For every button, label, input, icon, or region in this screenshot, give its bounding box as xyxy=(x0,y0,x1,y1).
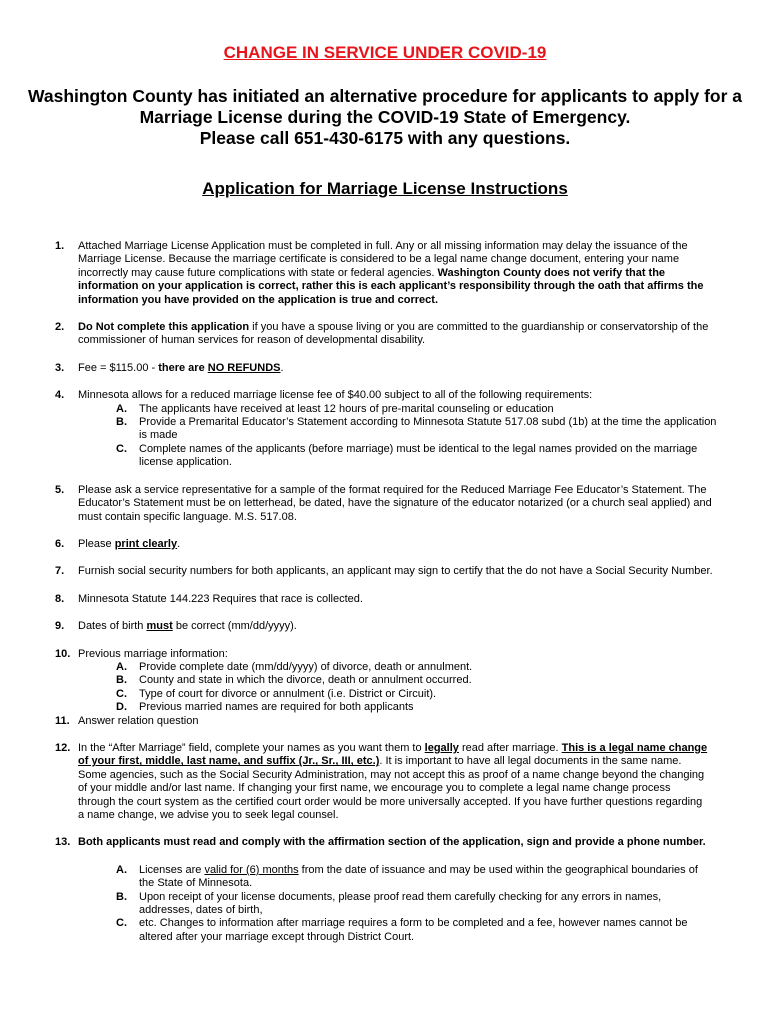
sub-item xyxy=(78,416,735,443)
sub-text: Provide complete date (mm/dd/yyyy) of divorce, death or annulment. xyxy=(139,660,473,673)
instruction-item xyxy=(55,836,735,944)
item-text: must contain specific language. M.S. 517.08. xyxy=(78,510,297,523)
item-text: In the “After Marriage” field, complete your names as you want them to legally read after marriage. This is a legal name change xyxy=(78,741,708,754)
instruction-item xyxy=(55,648,735,715)
item-text: Fee = $115.00 - there are NO REFUNDS. xyxy=(78,361,284,374)
item-text: Educator’s Statement must be on letterhead, be dated, have the signature of the educator notarized (or a church seal applied) and xyxy=(78,497,712,510)
instruction-item xyxy=(55,538,735,551)
instruction-item xyxy=(55,593,735,606)
sub-text: County and state in which the divorce, death or annulment occurred. xyxy=(139,674,472,687)
sub-text: Type of court for divorce or annulment (i.e. District or Circuit). xyxy=(139,687,437,700)
item-text: incorrectly may cause future complications with state or federal agencies. Washington County does not verify that the xyxy=(78,266,666,279)
sub-letter: A. xyxy=(116,863,127,876)
sub-text: The applicants have received at least 12 hours of pre-marital counseling or education xyxy=(139,402,554,415)
item-text: commissioner of human services for reason of developmental disability. xyxy=(78,334,426,347)
item-number: 3. xyxy=(55,361,65,374)
item-text: Furnish social security numbers for both applicants, an applicant may sign to certify that the do not have a Social Security Number. xyxy=(78,565,713,578)
covid-notice xyxy=(0,86,770,149)
sub-text: the State of Minnesota. xyxy=(139,877,253,890)
sub-letter: A. xyxy=(116,660,127,673)
sub-text: altered after your marriage except through District Court. xyxy=(139,930,415,943)
sub-text: Complete names of the applicants (before marriage) must be identical to the legal names provided on the marriage xyxy=(139,442,698,455)
sub-letter: B. xyxy=(116,890,127,903)
instruction-item xyxy=(55,389,735,469)
notice-line: Washington County has initiated an alternative procedure for applicants to apply for a xyxy=(27,86,743,106)
instruction-item xyxy=(55,321,735,348)
instruction-item xyxy=(55,362,735,375)
sub-letter: B. xyxy=(116,416,127,429)
sub-text: license application. xyxy=(139,456,232,469)
item-text: Marriage License. Because the marriage certificate is considered to be a legal name change document, entering your name xyxy=(78,253,680,266)
item-number: 9. xyxy=(55,620,65,633)
sub-text: Licenses are valid for (6) months from the date of issuance and may be used within the geographical boundaries of xyxy=(139,863,698,876)
instruction-list xyxy=(55,240,735,958)
sub-letter: C. xyxy=(116,917,127,930)
notice-line: Marriage License during the COVID-19 State of Emergency. xyxy=(139,107,631,127)
instruction-item xyxy=(55,620,735,633)
sub-text: addresses, dates of birth, xyxy=(139,904,263,917)
sub-item xyxy=(78,443,735,470)
item-number: 11. xyxy=(55,714,70,727)
sub-item xyxy=(78,864,735,891)
item-text: Answer relation question xyxy=(78,714,199,727)
sub-letter: C. xyxy=(116,442,127,455)
item-number: 8. xyxy=(55,592,65,605)
sub-item xyxy=(78,917,735,944)
item-text: Previous marriage information: xyxy=(78,647,228,660)
instruction-item xyxy=(55,484,735,524)
item-number: 2. xyxy=(55,321,65,334)
item-number: 4. xyxy=(55,389,65,402)
sub-item xyxy=(78,661,735,674)
sub-text: etc. Changes to information after marriage requires a form to be completed and a fee, however names cannot be xyxy=(139,917,688,930)
sub-item xyxy=(78,701,735,714)
item-text: Minnesota allows for a reduced marriage license fee of $40.00 subject to all of the following requirements: xyxy=(78,389,593,402)
item-number: 7. xyxy=(55,565,65,578)
item-text: Both applicants must read and comply with the affirmation section of the application, sign and provide a phone number. xyxy=(78,836,706,849)
item-number: 10. xyxy=(55,647,71,660)
item-text: Dates of birth must be correct (mm/dd/yyyy). xyxy=(78,620,297,633)
item-text: Please print clearly. xyxy=(78,537,181,550)
item-text: Minnesota Statute 144.223 Requires that race is collected. xyxy=(78,592,363,605)
item-text: Attached Marriage License Application must be completed in full. Any or all missing information may delay the issuance of the xyxy=(78,240,688,252)
instruction-item xyxy=(55,742,735,822)
item-number: 13. xyxy=(55,836,71,849)
sub-item xyxy=(78,674,735,687)
item-text: Some agencies, such as the Social Security Administration, may not accept this as proof of a name change beyond the changing xyxy=(78,768,705,781)
item-text: information you have provided on the application is true and correct. xyxy=(78,293,438,306)
item-number: 5. xyxy=(55,483,65,496)
item-text: of your middle and/or last name. If changing your first name, we encourage you to complete a legal name change process xyxy=(78,782,671,795)
sub-text: Previous married names are required for both applicants xyxy=(139,701,414,714)
item-text: Please ask a service representative for a sample of the format required for the Reduced Marriage Fee Educator’s Statement. The xyxy=(78,483,707,496)
sub-letter: B. xyxy=(116,674,127,687)
item-text: a name change, we advise you to seek legal counsel. xyxy=(78,809,339,821)
instruction-item xyxy=(55,240,735,307)
sub-letter: A. xyxy=(116,402,127,415)
item-number: 12. xyxy=(55,741,71,754)
notice-line: Please call 651-430-6175 with any questions. xyxy=(199,128,571,148)
item-text: of your first, middle, last name, and suffix (Jr., Sr., III, etc.). It is important to have all legal documents in the same name. xyxy=(78,755,682,768)
item-number: 1. xyxy=(55,240,65,252)
sub-text: is made xyxy=(139,429,178,442)
item-text: information on your application is correct, rather this is each applicant’s responsibility through the oath that affirms the xyxy=(78,280,704,293)
page-title: Application for Marriage License Instructions xyxy=(202,179,568,198)
item-text: Do Not complete this application if you have a spouse living or you are committed to the guardianship or conservatorship of the xyxy=(78,321,709,334)
sub-item xyxy=(78,403,735,416)
instruction-item xyxy=(55,565,735,578)
sub-letter: D. xyxy=(116,701,127,714)
item-text: through the court system as the certified court order would be more universally accepted. If you have further questions regarding xyxy=(78,795,703,808)
sub-item xyxy=(78,688,735,701)
sub-item xyxy=(78,891,735,918)
item-number: 6. xyxy=(55,537,65,550)
instruction-item xyxy=(55,715,735,728)
sub-letter: C. xyxy=(116,687,127,700)
sub-text: Provide a Premarital Educator’s Statement according to Minnesota Statute 517.08 subd (1b) at the time the application xyxy=(139,416,717,429)
sub-text: Upon receipt of your license documents, please proof read them carefully checking for any errors in names, xyxy=(139,890,662,903)
covid-banner: CHANGE IN SERVICE UNDER COVID-19 xyxy=(223,43,547,62)
